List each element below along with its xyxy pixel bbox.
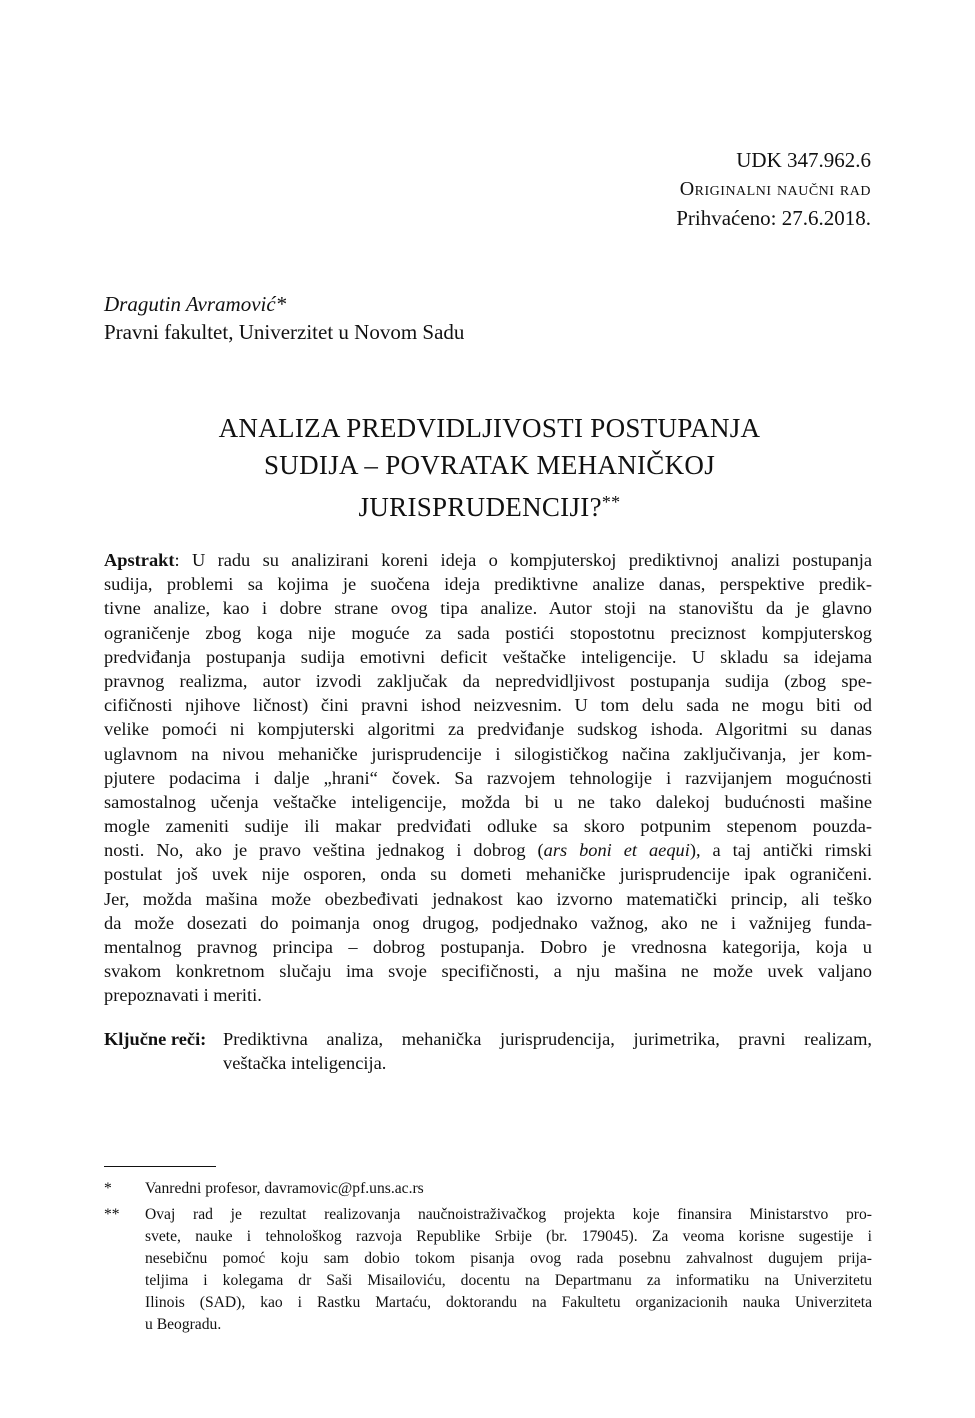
abstract-line: Jer, možda mašina može obezbeđivati jednakost kao izvorno matematički princip, ali teško — [104, 888, 872, 909]
abstract-label: Apstrakt — [104, 550, 175, 570]
abstract-text: nosti. No, ako je pravo veština jednakog i dobrog ( — [104, 840, 544, 861]
abstract-line: da može dosezati do poimanja onog drugog, podjednako važnog, ako ne i važnijeg funda- — [104, 912, 872, 933]
abstract — [104, 548, 872, 1008]
abstract-line: velike pomoći ni kompjuterski algoritmi za predviđanje sudskog ishoda. Algoritmi su danas — [104, 719, 872, 740]
title-line — [104, 484, 875, 526]
footnote-line: nesebičnu pomoć koju sam dobio tokom pisanja ovog rada posebnu zahvalnost dugujem prija- — [145, 1250, 872, 1267]
footnote-mark: ** — [104, 1206, 120, 1223]
abstract-text: : U radu su analizirani koreni ideja o kompjuterskoj prediktivnoj analizi postupanja — [174, 550, 872, 570]
abstract-line: tivne analize, kao i dobre strane ovog tipa analize. Autor stoji na stanovištu da je glavno — [104, 598, 872, 619]
footnote-line: svete, nauke i tehnološkog razvoja Republike Srbije (br. 179045). Za veoma korisne sugestije i — [145, 1228, 872, 1245]
abstract-line: mentalnog pravnog principa – dobrog postupanja. Dobro je vrednosna kategorija, koja u — [104, 937, 872, 957]
footnote — [104, 1204, 872, 1336]
udk-code: UDK 347.962.6 — [736, 148, 871, 172]
title-line: SUDIJA – POVRATAK MEHANIČKOJ — [263, 450, 716, 480]
abstract-line: prepoznavati i meriti. — [104, 985, 262, 1006]
footnote — [104, 1178, 872, 1200]
article-title — [104, 410, 875, 526]
footnote-line: Ovaj rad je rezultat realizovanja naučnoistraživačkog projekta koje finansira Ministarstvo pro- — [145, 1206, 872, 1223]
author-affiliation: Pravni fakultet, Univerzitet u Novom Sadu — [104, 320, 465, 344]
title-footnote-mark[interactable]: ** — [601, 492, 621, 512]
footnote-body — [145, 1204, 872, 1336]
title-line: ANALIZA PREDVIDLJIVOSTI POSTUPANJA — [218, 413, 761, 443]
abstract-line: predviđanja postupanja sudija emotivni deficit veštačke inteligencije. U skladu sa idejama — [104, 646, 872, 667]
abstract-line: pravnog realizma, autor izvodi zaključak da nepredvidljivost postupanja sudija (zbog spe- — [104, 670, 872, 691]
abstract-line: samostalnog učenja veštačke inteligencije, možda bi u ne tako dalekoj budućnosti mašine — [104, 791, 872, 812]
footnote-line: u Beogradu. — [145, 1316, 222, 1333]
abstract-line — [104, 548, 872, 572]
footnote-mark: * — [104, 1180, 112, 1197]
abstract-line: pjutere podacima i dalje „hrani“ čovek. Sa razvojem tehnologije i razvijanjem mogućnosti — [104, 767, 872, 788]
abstract-line: ograničenje zbog koga nije moguće za sada postići stopostotnu preciznost kompjuterskog — [104, 622, 872, 643]
abstract-line — [104, 838, 872, 862]
footnote-body — [145, 1178, 872, 1200]
footnote-line: Vanredni profesor, davramovic@pf.uns.ac.rs — [145, 1180, 424, 1197]
title-line-text: JURISPRUDENCIJI? — [358, 492, 602, 522]
article-metadata — [676, 146, 871, 233]
author-name: Dragutin Avramović* — [104, 292, 287, 316]
keywords-line: Prediktivna analiza, mehanička jurisprudencija, jurimetrika, pravni realizam, — [223, 1029, 872, 1049]
article-type: Originalni naučni rad — [679, 178, 871, 200]
abstract-line: uglavnom na nivou mehaničke jurisprudencije i silogističkog načina zaključivanja, jer kom- — [104, 743, 872, 764]
abstract-line: svakom konkretnom slučaju ima svoje specifičnosti, a nju mašina ne može uvek valjano — [104, 961, 872, 982]
footnote-separator — [104, 1166, 216, 1167]
keywords — [104, 1027, 872, 1075]
abstract-text: ), a taj antički rimski — [689, 840, 872, 861]
footnote-line: teljima i kolegama dr Saši Misailoviću, docentu na Departmanu za informatiku na Univerzitetu — [145, 1272, 872, 1289]
latin-phrase: ars boni et aequi — [543, 840, 690, 861]
abstract-line: sudija, problemi sa kojima je suočena ideja prediktivne analize danas, perspektive predik- — [104, 574, 872, 595]
footnotes — [104, 1178, 872, 1340]
author-block — [104, 290, 464, 346]
abstract-line: postulat još uvek nije osporen, onda su dometi mehaničke jurisprudencije ipak ograničeni. — [104, 864, 872, 885]
accepted-date: Prihvaćeno: 27.6.2018. — [676, 206, 871, 230]
abstract-line: mogle zameniti sudije ili makar predviđati odluke sa skoro potpunim stepenom pouzda- — [104, 816, 872, 837]
keywords-label: Ključne reči: — [104, 1029, 207, 1049]
footnote-line: Ilinois (SAD), kao i Rastku Martaću, doktorandu na Fakultetu organizacionih nauka Univerziteta — [145, 1294, 872, 1311]
keywords-line: veštačka inteligencija. — [223, 1053, 387, 1074]
abstract-line: cifičnosti njihove ličnost) čini pravni ishod neizvesnim. U tom delu sada ne mogu biti od — [104, 695, 872, 716]
keywords-text — [223, 1027, 872, 1075]
